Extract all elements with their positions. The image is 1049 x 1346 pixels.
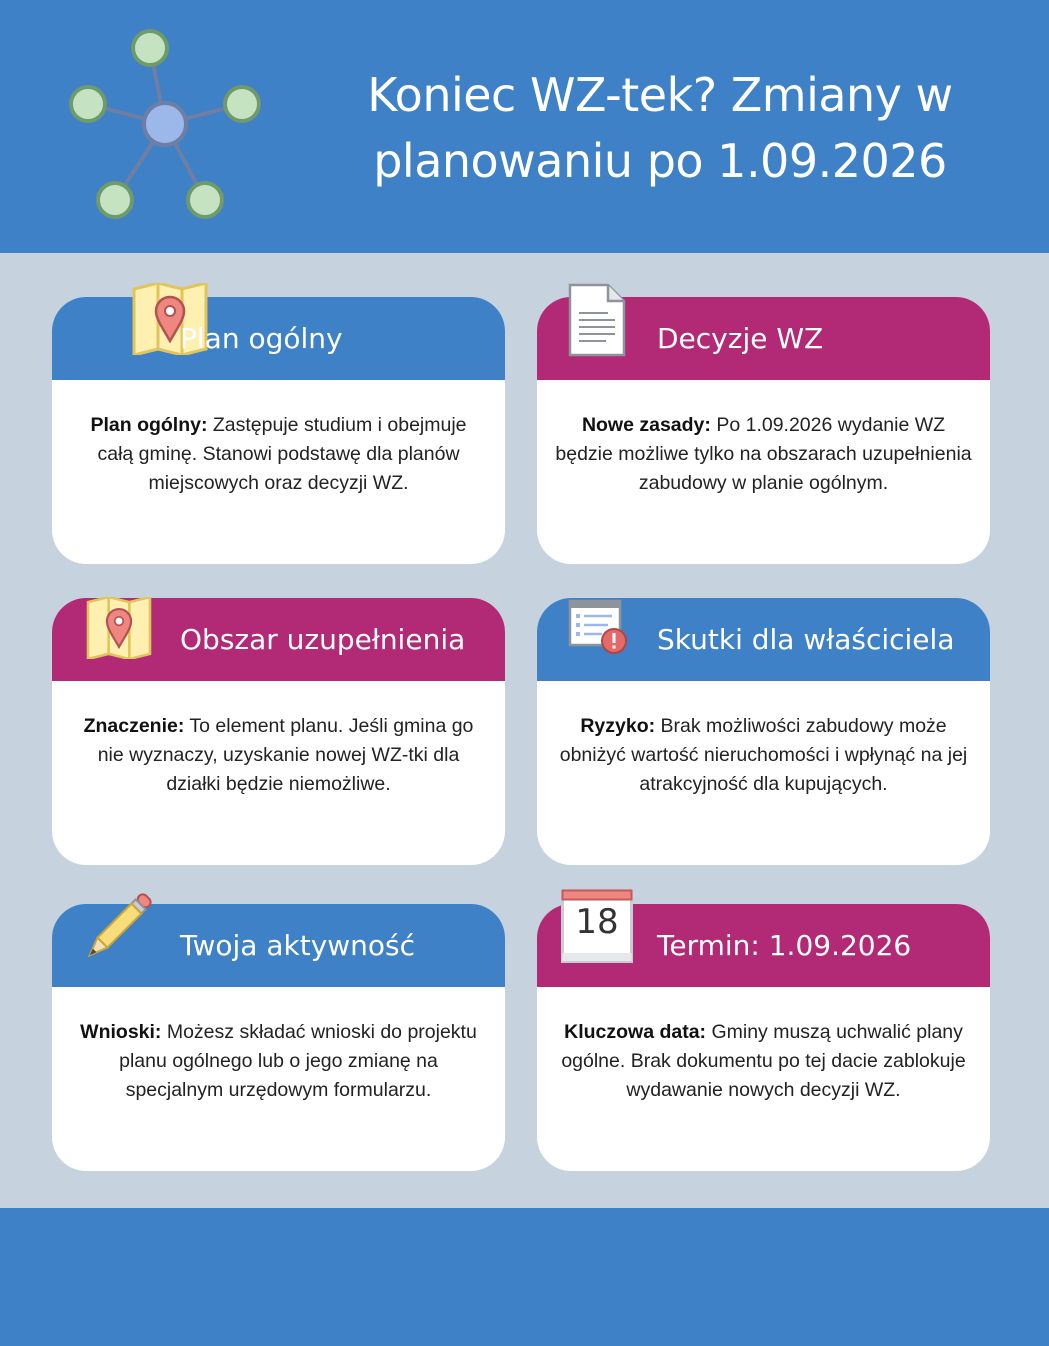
card-text-content: To element planu. Jeśli gmina go nie wyznaczy, uzyskanie nowej WZ-tki dla działki będzie niemożliwe.: [97, 715, 474, 795]
card-text-content: Gminy muszą uchwalić plany ogólne. Brak dokumentu po tej dacie zablokuje wydawanie nowych decyzji WZ.: [561, 1021, 966, 1101]
card-text-label: Kluczowa data:: [564, 1021, 707, 1043]
card-title: Plan ogólny: [180, 322, 343, 355]
network-icon: [60, 24, 270, 229]
header-banner: [0, 0, 1049, 253]
calendar-icon: [561, 889, 633, 963]
document-icon: [568, 283, 626, 357]
card-text-content: Po 1.09.2026 wydanie WZ będzie możliwe tylko na obszarach uzupełnienia zabudowy w planie ogólnym.: [555, 414, 972, 494]
card-text-label: Znaczenie:: [83, 715, 185, 737]
card-text: [70, 712, 487, 799]
card-obszar-uzupelnienia: [52, 598, 505, 865]
card-text-content: Zastępuje studium i obejmuje całą gminę. Stanowi podstawę dla planów miejscowych oraz decyzji WZ.: [97, 414, 467, 494]
card-text-label: Ryzyko:: [580, 715, 656, 737]
card-text-label: Nowe zasady:: [581, 414, 711, 436]
alert-list-icon: [568, 599, 628, 655]
card-text: [555, 1018, 972, 1105]
card-decyzje-wz: [537, 297, 990, 564]
map-pin-icon: [86, 597, 152, 659]
card-text-content: Brak możliwości zabudowy może obniżyć wartość nieruchomości i wpłynąć na jej atrakcyjność dla kupujących.: [559, 715, 968, 795]
card-text-content: Możesz składać wnioski do projektu planu ogólnego lub o jego zmianę na specjalnym urzędowym formularzu.: [119, 1021, 477, 1101]
card-text: [70, 411, 487, 498]
card-text-label: Wnioski:: [80, 1021, 162, 1043]
card-title: Obszar uzupełnienia: [180, 623, 466, 656]
page-title-line-1: Koniec WZ-tek? Zmiany w: [367, 68, 953, 122]
page-title-line-2: planowaniu po 1.09.2026: [373, 134, 947, 188]
pencil-icon: [78, 887, 158, 967]
card-text: [70, 1018, 487, 1105]
card-text-label: Plan ogólny:: [90, 414, 208, 436]
card-title: Twoja aktywność: [180, 929, 416, 962]
card-title: Termin: 1.09.2026: [657, 929, 912, 962]
card-title: Decyzje WZ: [657, 322, 824, 355]
card-text: [555, 411, 972, 498]
card-termin: [537, 904, 990, 1171]
page-title: [300, 62, 1020, 194]
card-skutki-dla-wlasciciela: [537, 598, 990, 865]
card-title: Skutki dla właściciela: [657, 623, 955, 656]
card-twoja-aktywnosc: [52, 904, 505, 1171]
calendar-day-number: 18: [575, 902, 619, 942]
card-text: [555, 712, 972, 799]
footer-banner: [0, 1208, 1049, 1346]
card-plan-ogolny: [52, 297, 505, 564]
